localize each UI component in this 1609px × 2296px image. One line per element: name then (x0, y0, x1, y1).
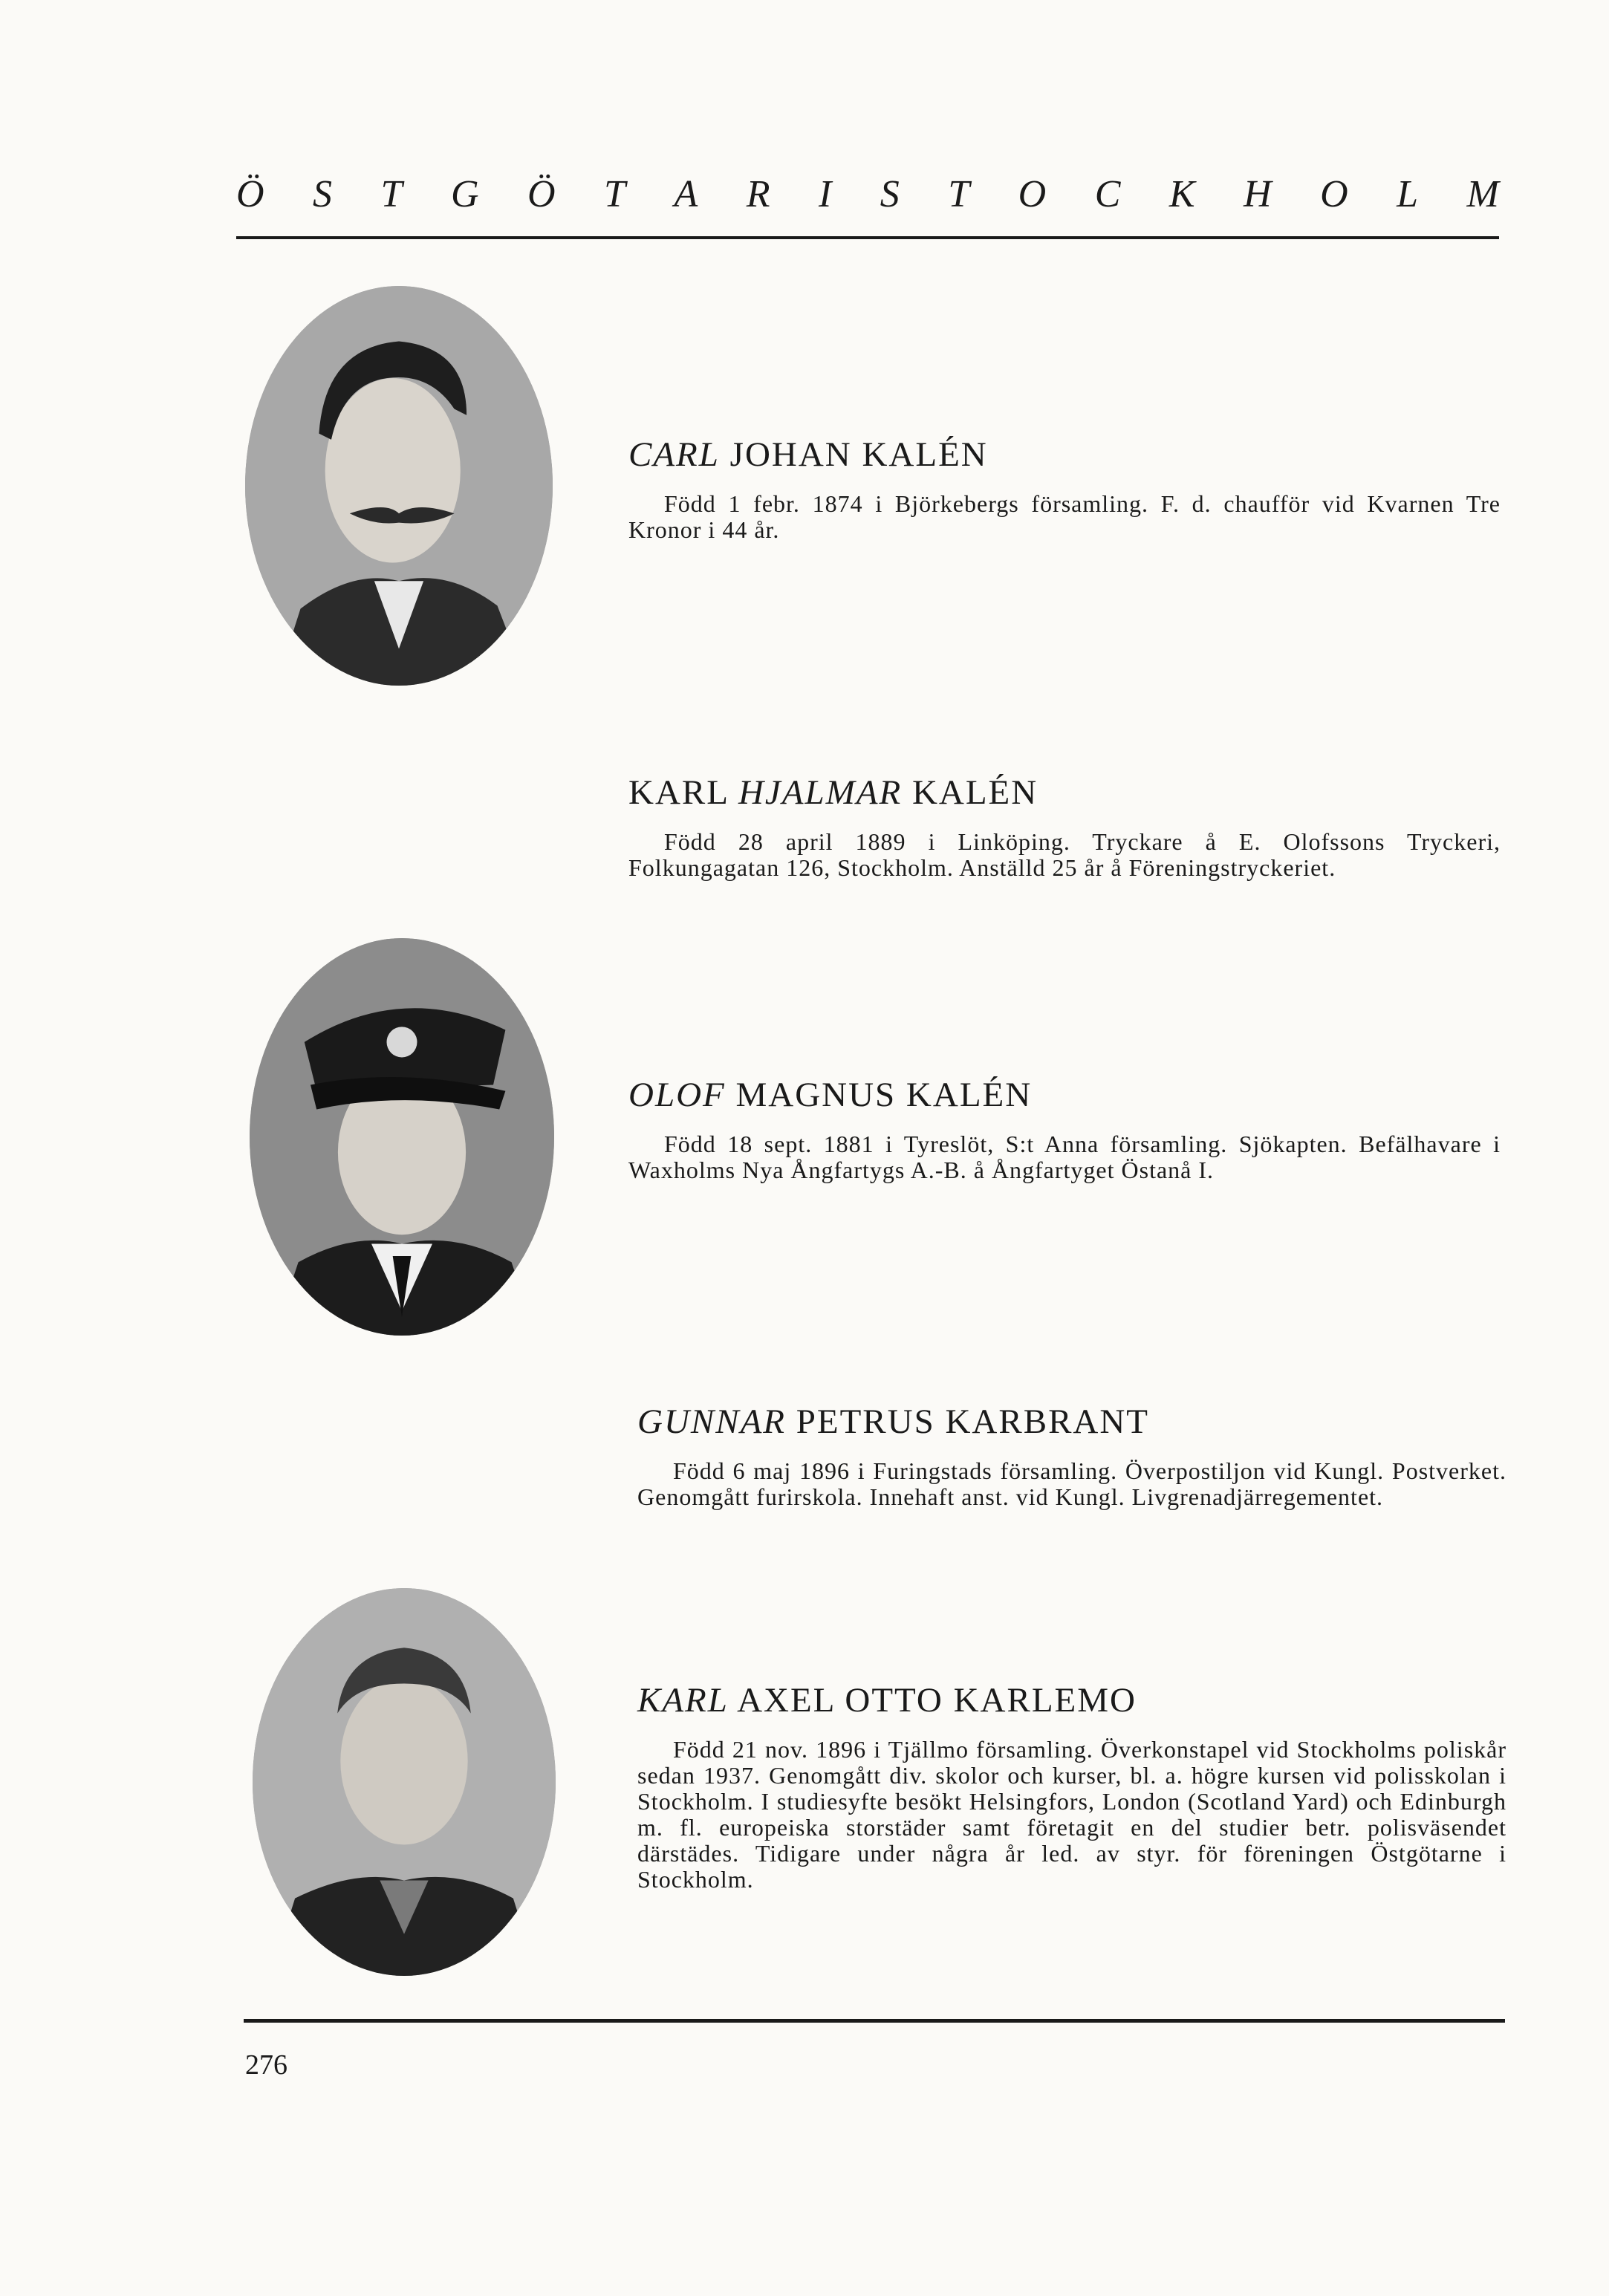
running-head-letter: A (674, 173, 698, 215)
running-head-letter: K (1168, 173, 1195, 215)
running-head-letter: T (380, 173, 403, 215)
biography-text-content: Född 18 sept. 1881 i Tyreslöt, S:t Anna församling. Sjökapten. Befälhavare i Waxholms Nya Ångfartygs A.-B. å Ångfartyget Östanå I. (628, 1131, 1501, 1183)
biography-text (628, 1131, 1501, 1183)
running-head-letter: L (1397, 173, 1419, 215)
biography-text-content: Född 28 april 1889 i Linköping. Tryckare å E. Olofssons Tryckeri, Folkungagatan 126, Stockholm. Anställd 25 år å Föreningstryckeriet. (628, 828, 1501, 881)
page-number: 276 (245, 2049, 287, 2081)
running-head-letter: S (880, 173, 900, 215)
biography-entry (628, 1075, 1501, 1183)
portrait-photo (245, 286, 553, 686)
person-name (628, 773, 1501, 813)
name-remainder: AXEL OTTO KARLEMO (728, 1681, 1137, 1720)
running-head-letter: O (1018, 173, 1047, 215)
portrait-karl-axel-otto-karlemo (253, 1588, 556, 1976)
running-head-letter: Ö (527, 173, 556, 215)
running-head-letter: R (746, 173, 770, 215)
biography-entry (637, 1680, 1506, 1893)
portrait-photo (253, 1588, 556, 1976)
running-head-letter: S (313, 173, 333, 215)
biography-entry (637, 1402, 1506, 1510)
person-name (628, 1075, 1501, 1115)
running-head-letter: H (1244, 173, 1272, 215)
biography-text-content: Född 21 nov. 1896 i Tjällmo församling. Överkonstapel vid Stockholms poliskår sedan 1937. Genomgått div. skolor och kurser, bl. a. högre kursen vid polisskolan i Stockholm. I studiesyfte besökt Helsingfors, London (Scotland Yard) och Edinburgh m. fl. europeiska storstäder samt företagit en del studier betr. polisväsendet därstädes. Tidigare under några år led. av styr. för föreningen Östgötarne i Stockholm. (637, 1736, 1506, 1893)
person-name (637, 1402, 1506, 1442)
biography-text-content: Född 1 febr. 1874 i Björkebergs församling. F. d. chaufför vid Kvarnen Tre Kronor i 44 år. (628, 490, 1501, 543)
running-head-letter: Ö (236, 173, 264, 215)
person-name (637, 1680, 1506, 1720)
biography-text (628, 491, 1501, 543)
running-head-letter: M (1466, 173, 1499, 215)
running-head (236, 172, 1499, 216)
running-head-letter: T (604, 173, 625, 215)
header-rule (236, 236, 1499, 239)
running-head-letter: C (1094, 173, 1121, 215)
given-name-emphasis: HJALMAR (738, 773, 903, 812)
name-remainder: PETRUS KARBRANT (786, 1402, 1150, 1441)
given-name-emphasis: KARL (637, 1681, 729, 1720)
biography-entry (628, 773, 1501, 881)
portrait-photo (250, 938, 554, 1336)
name-remainder: KALÉN (902, 773, 1038, 812)
running-head-letter: G (450, 173, 479, 215)
given-name-emphasis: GUNNAR (637, 1402, 786, 1441)
portrait-carl-johan-kalen (245, 286, 553, 686)
biography-text (628, 829, 1501, 881)
biography-text-content: Född 6 maj 1896 i Furingstads församling. Överpostiljon vid Kungl. Postverket. Genomgått furirskola. Innehaft anst. vid Kungl. Livgrenadjärregementet. (637, 1457, 1506, 1510)
name-remainder: JOHAN KALÉN (719, 435, 988, 474)
portrait-olof-magnus-kalen (250, 938, 554, 1336)
biography-entry (628, 435, 1501, 543)
name-prefix: KARL (628, 773, 738, 812)
running-head-letter: I (818, 173, 832, 215)
biography-text (637, 1737, 1506, 1893)
running-head-letter: O (1320, 173, 1348, 215)
person-name (628, 435, 1501, 475)
footer-rule (244, 2019, 1505, 2023)
given-name-emphasis: OLOF (628, 1076, 726, 1114)
given-name-emphasis: CARL (628, 435, 720, 474)
name-remainder: MAGNUS KALÉN (725, 1076, 1033, 1114)
running-head-letter: T (948, 173, 970, 215)
biography-text (637, 1458, 1506, 1510)
